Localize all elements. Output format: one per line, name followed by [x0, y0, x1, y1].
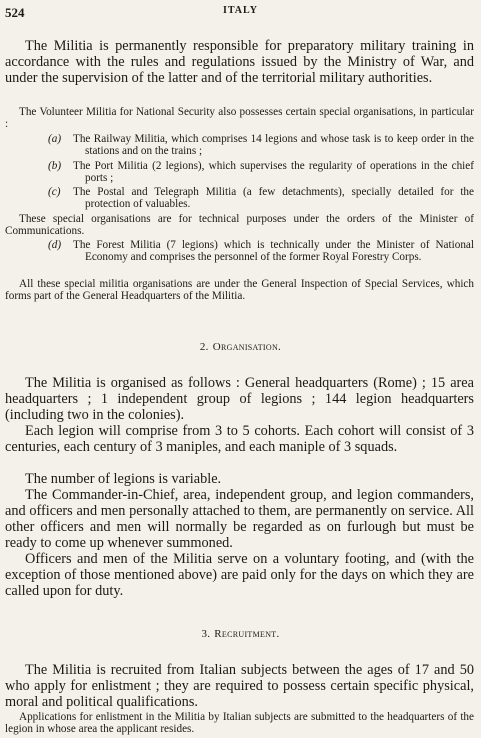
- organisation-paragraph-5: Officers and men of the Militia serve on a voluntary footing, and (with the exception of those mentioned above) are paid only for the days on which they are called upon for duty.: [5, 551, 474, 599]
- special-organisations-note: These special organisations are for technical purposes under the orders of the Minister of Communications.: [5, 213, 474, 238]
- organisation-paragraph-2: Each legion will comprise from 3 to 5 cohorts. Each cohort will consist of 3 centuries, each century of 3 maniples, and each maniple of 3 squads.: [5, 423, 474, 455]
- organisation-paragraph-3: The number of legions is variable.: [25, 471, 222, 487]
- volunteer-intro: The Volunteer Militia for National Security also possesses certain special organisations, in particular :: [5, 106, 474, 131]
- running-title: ITALY: [222, 5, 258, 16]
- list-item-a: [5, 133, 474, 158]
- page-header: [5, 5, 476, 25]
- recruitment-paragraph-1: The Militia is recruited from Italian subjects between the ages of 17 and 50 who apply for enlistment ; they are required to possess certain specific physical, moral and political qualifications.: [5, 662, 474, 710]
- list-item-text: The Port Militia (2 legions), which supervises the regularity of operations in the chief ports ;: [73, 160, 474, 185]
- organisation-paragraph-4: The Commander-in-Chief, area, independent group, and legion commanders, and officers and men personally attached to them, are permanently on service. All other officers and men will normally be regarded as on furlough but must be ready to come up whenever summoned.: [5, 487, 474, 551]
- list-item-letter: (c): [48, 186, 61, 198]
- section-heading-organisation: [0, 341, 481, 353]
- page-number: 524: [5, 5, 25, 20]
- section-heading-recruitment: [0, 628, 481, 640]
- recruitment-paragraph-2: Applications for enlistment in the Militia by Italian subjects are submitted to the headquarters of the legion in whose area the applicant resides.: [5, 711, 474, 736]
- special-services-paragraph: All these special militia organisations are under the General Inspection of Special Services, which forms part of the General Headquarters of the Militia.: [5, 278, 474, 303]
- section-title: Recruitment.: [214, 628, 280, 640]
- organisation-paragraph-1: The Militia is organised as follows : General headquarters (Rome) ; 15 area headquarters ; 1 independent group of legions ; 144 legion headquarters (including two in the colonies).: [5, 375, 474, 423]
- section-number: 3.: [201, 628, 211, 640]
- list-item-d: [5, 239, 474, 264]
- intro-paragraph: The Militia is permanently responsible for preparatory military training in accordance with the rules and regulations issued by the Ministry of War, and under the supervision of the latter and of the territorial military authorities.: [5, 38, 474, 86]
- list-item-text: The Railway Militia, which comprises 14 legions and whose task is to keep order in the stations and on the trains ;: [73, 133, 474, 158]
- list-item-text: The Postal and Telegraph Militia (a few detachments), specially detailed for the protection of valuables.: [73, 186, 474, 211]
- section-title: Organisation.: [212, 341, 282, 353]
- section-number: 2.: [199, 341, 209, 353]
- list-item-b: [5, 160, 474, 185]
- list-item-letter: (b): [48, 160, 62, 172]
- list-item-letter: (d): [48, 239, 62, 251]
- list-item-letter: (a): [48, 133, 62, 145]
- list-item-text: The Forest Militia (7 legions) which is technically under the Minister of National Economy and comprises the personnel of the former Royal Forestry Corps.: [73, 239, 474, 264]
- list-item-c: [5, 186, 474, 211]
